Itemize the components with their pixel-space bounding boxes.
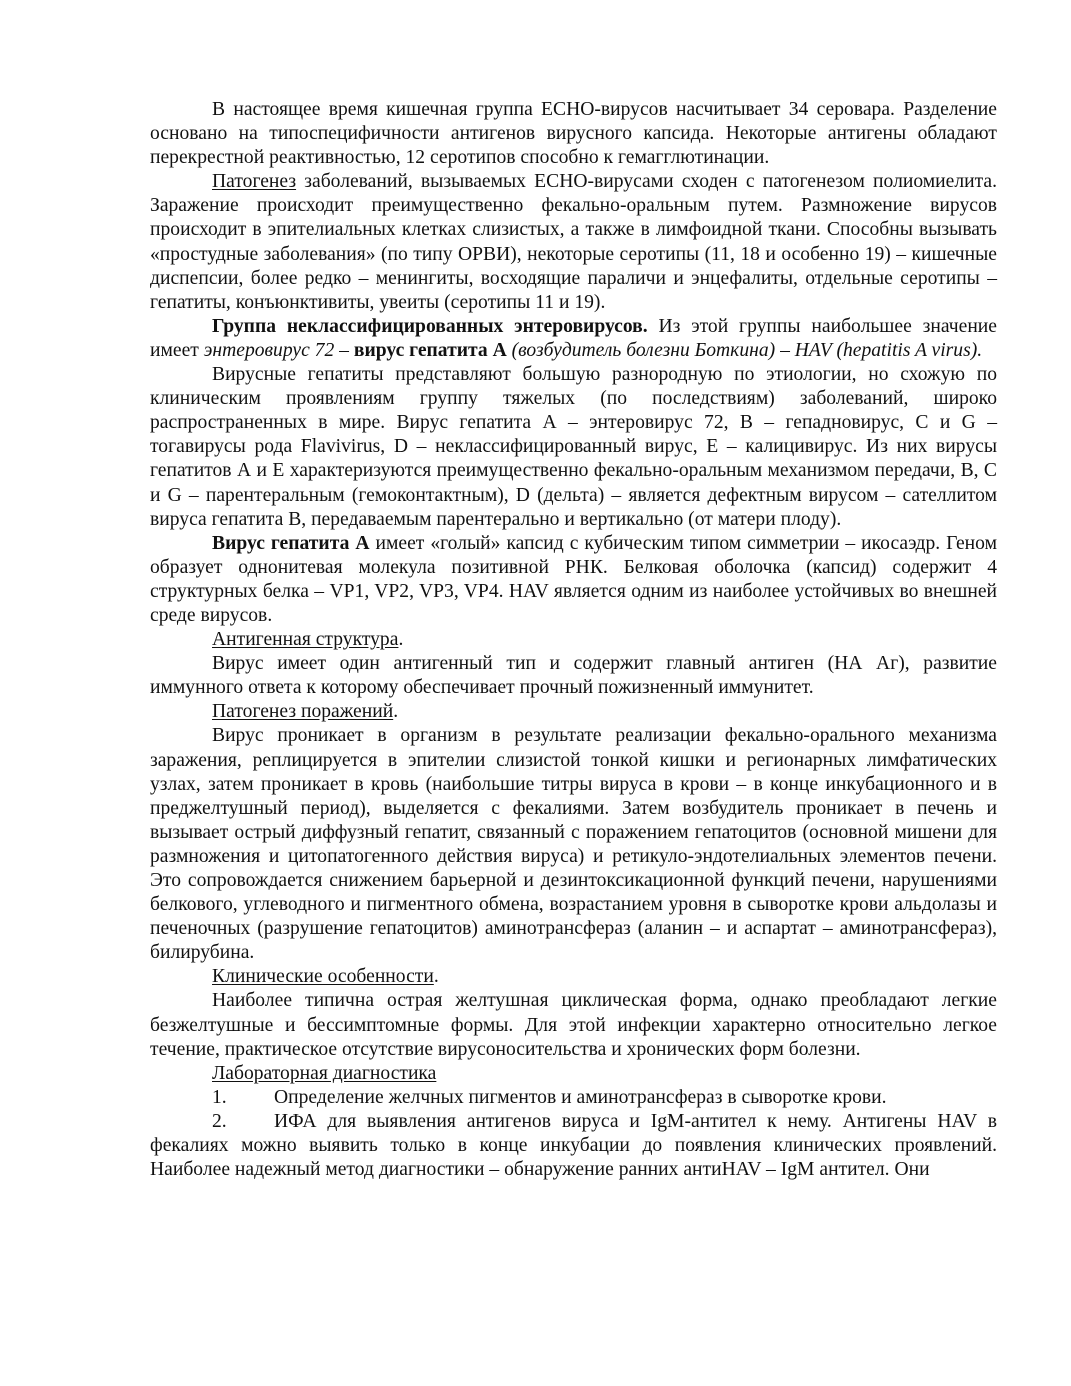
italic-botkin: (возбудитель болезни Боткина) – HAV (hepatitis A virus). bbox=[506, 339, 983, 361]
subheading-antigen-structure bbox=[150, 628, 997, 652]
section-heading-unclassified: Группа неклассифицированных энтеровирусов. bbox=[212, 315, 648, 337]
list-item-number: 2. bbox=[212, 1110, 227, 1132]
paragraph-text: Наиболее типична острая желтушная циклическая форма, однако преобладают легкие безжелтушные и бессимптомные формы. Для этой инфекции характерно относительно легкое течение, практическое отсутствие вирусоносительства и хронических форм болезни. bbox=[150, 990, 997, 1060]
paragraph-text: Вирус проникает в организм в результате реализации фекально-орального механизма заражения, реплицируется в эпителии слизистой тонкой кишки и регионарных лимфатических узлах, затем проникает в кровь (наибольшие титры вируса в крови – в конце инкубационного и в преджелтушный период), выделяется с фекалиями. Затем возбудитель проникает в печень и вызывает острый диффузный гепатит, связанный с поражением гепатоцитов (основной мишени для размножения и цитопатогенного действия вируса) и ретикуло-эндотелиальных элементов печени. Это сопровождается снижением барьерной и дезинтоксикационной функций печени, нарушениями белкового, углеводного и пигментного обмена, возрастанием уровня в сыворотке крови альдолазы и печеночных (разрушение гепатоцитов) аминотрансфераз (аланин – и аспартат – аминотрансфераз), билирубина. bbox=[150, 725, 997, 964]
subheading-clinical-features bbox=[150, 965, 997, 989]
term-pathogenesis: Патогенез bbox=[212, 171, 297, 193]
paragraph-text: В настоящее время кишечная группа ЕСНО-вирусов насчитывает 34 серовара. Разделение основано на типоспецифичности антигенов вирусного капсида. Некоторые антигены обладают перекрестной реактивностью, 12 серотипов способно к гемагглютинации. bbox=[150, 99, 997, 169]
paragraph-text: заболеваний, вызываемых ЕСНО-вирусами сходен с патогенезом полиомиелита. Заражение происходит преимущественно фекально-оральным путем. Размножение вирусов происходит в эпителиальных клетках слизистых, а также в лимфоидной ткани. Способны вызывать «простудные заболевания» (по типу ОРВИ), некоторые серотипы (11, 18 и особенно 19) – кишечные диспепсии, более редко – менингиты, восходящие параличи и энцефалиты, отдельные серотипы – гепатиты, конъюнктивиты, увеиты (серотипы 11 и 19). bbox=[150, 171, 997, 313]
list-item bbox=[150, 1110, 997, 1182]
document-page bbox=[150, 98, 997, 1182]
list-item-number: 1. bbox=[212, 1086, 227, 1108]
paragraph-echo-serovars bbox=[150, 98, 997, 170]
paragraph-pathogenesis-detail bbox=[150, 724, 997, 965]
subheading-text: Антигенная структура bbox=[212, 629, 399, 651]
subheading-dot: . bbox=[393, 701, 399, 723]
paragraph-hav-structure bbox=[150, 532, 997, 628]
paragraph-text: имеет «голый» капсид с кубическим типом симметрии – икосаэдр. Геном образует однонитевая молекула позитивной РНК. Белковая оболочка (капсид) содержит 4 структурных белка – VP1, VP2, VP3, VP4. HAV является одним из наиболее устойчивых во внешней среде вирусов. bbox=[150, 532, 997, 626]
subheading-text: Клинические особенности bbox=[212, 966, 434, 988]
list-item bbox=[150, 1086, 997, 1110]
subheading-dot: . bbox=[398, 629, 404, 651]
paragraph-text: Из этой группы наибольшее значение имеет bbox=[150, 315, 997, 361]
subheading-pathogenesis-lesions bbox=[150, 700, 997, 724]
paragraph-clinical bbox=[150, 989, 997, 1061]
subheading-text: Лабораторная диагностика bbox=[212, 1062, 437, 1084]
subheading-lab-diagnostics bbox=[150, 1062, 997, 1086]
paragraph-text: Вирусные гепатиты представляют большую разнородную по этиологии, но схожую по клиническим проявлениям группу тяжелых (по последствиям) заболеваний, широко распространенных в мире. Вирус гепатита А – энтеровирус 72, В – гепадновирус, С и G – тогавирусы рода Flavivirus, D – неклассифицированный вирус, Е – калицивирус. Из них вирусы гепатитов А и Е характеризуются преимущественно фекально-оральным механизмом передачи, В, С и G – парентеральным (гемоконтактным), D (дельта) – является дефектным вирусом – сателлитом вируса гепатита В, передаваемым парентерально и вертикально (от матери плоду). bbox=[150, 364, 997, 530]
subheading-text: Патогенез поражений bbox=[212, 701, 394, 723]
bold-hepatitis-a: вирус гепатита А bbox=[348, 339, 507, 361]
paragraph-viral-hepatitis bbox=[150, 363, 997, 532]
italic-enterovirus-72: энтеровирус 72 – bbox=[203, 339, 349, 361]
paragraph-antigen bbox=[150, 652, 997, 700]
bold-hav-term: Вирус гепатита А bbox=[212, 532, 370, 554]
paragraph-text: Вирус имеет один антигенный тип и содержит главный антиген (НА Аг), развитие иммунного ответа к которому обеспечивает прочный пожизненный иммунитет. bbox=[150, 653, 997, 699]
paragraph-echo-pathogenesis bbox=[150, 170, 997, 315]
paragraph-unclassified-enteroviruses bbox=[150, 315, 997, 363]
list-item-text: Определение желчных пигментов и аминотрансфераз в сыворотке крови. bbox=[274, 1086, 887, 1108]
subheading-dot: . bbox=[433, 966, 439, 988]
list-item-text: ИФА для выявления антигенов вируса и IgM-антител к нему. Антигены HAV в фекалиях можно выявить только в конце инкубации до появления клинических проявлений. Наиболее надежный метод диагностики – обнаружение ранних антиHAV – IgM антител. Они bbox=[150, 1110, 997, 1181]
